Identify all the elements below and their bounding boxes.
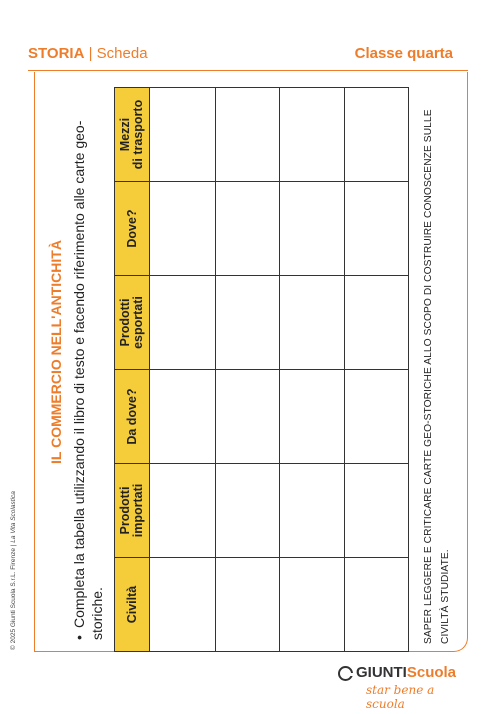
table-cell[interactable] (216, 182, 280, 275)
table-cell[interactable] (151, 558, 215, 651)
table-cell[interactable] (345, 370, 409, 463)
section-label: Scheda (96, 45, 148, 62)
table-cell[interactable] (151, 464, 215, 557)
instruction (70, 80, 106, 640)
giunti-logo (338, 664, 468, 711)
header-subject (28, 45, 148, 62)
g-logo-icon (338, 666, 353, 681)
table-header-label: Prodotti esportati (118, 296, 145, 349)
table-cell[interactable] (280, 276, 344, 369)
header-separator: | (88, 45, 93, 62)
table-header-cell (114, 87, 150, 182)
table-cell[interactable] (280, 88, 344, 181)
table-header-cell (114, 463, 150, 558)
table-header-cell (114, 369, 150, 464)
table-cell[interactable] (216, 370, 280, 463)
table-cell[interactable] (345, 558, 409, 651)
table-cell[interactable] (345, 88, 409, 181)
table-cell[interactable] (216, 558, 280, 651)
bullet-icon: • (71, 635, 87, 640)
subject-label: STORIA (28, 45, 85, 62)
worksheet-rotated (34, 72, 468, 652)
table-header-label: Mezzi di trasporto (118, 99, 145, 170)
table-cell[interactable] (280, 558, 344, 651)
magazine-name: La Vita Scolastica (10, 491, 17, 543)
table-cell[interactable] (280, 182, 344, 275)
table-header-label: Prodotti importati (118, 483, 145, 538)
table-header-cell (114, 275, 150, 370)
table-header-label: Civiltà (124, 585, 139, 624)
table-header-label: Da dove? (124, 388, 139, 445)
table-cell[interactable] (151, 182, 215, 275)
table-cell[interactable] (216, 88, 280, 181)
table-cell[interactable] (151, 370, 215, 463)
worksheet-title: IL COMMERCIO NELL'ANTICHITÀ (48, 240, 64, 464)
copyright-text: © 2025 Giunti Scuola S.r.L. Firenze | (10, 544, 17, 650)
logo-brand: GIUNTI (356, 664, 407, 681)
table-cell[interactable] (345, 276, 409, 369)
table-cell[interactable] (345, 464, 409, 557)
table-header-cell (114, 181, 150, 276)
table-header-cell (114, 557, 150, 652)
table-cell[interactable] (216, 464, 280, 557)
table-header-label: Dove? (124, 209, 139, 248)
table-cell[interactable] (280, 370, 344, 463)
data-table (114, 88, 408, 652)
copyright-notice (10, 350, 20, 650)
table-cell[interactable] (151, 276, 215, 369)
table-cell[interactable] (280, 464, 344, 557)
table-cell[interactable] (345, 182, 409, 275)
logo-wordmark (356, 664, 456, 681)
instruction-text: Completa la tabella utilizzando il libro di testo e facendo riferimento alle carte geo-storiche. (71, 120, 105, 640)
logo-brand-suffix: Scuola (406, 664, 457, 681)
table-cell[interactable] (151, 88, 215, 181)
grade-label: Classe quarta (354, 45, 453, 62)
page-header (0, 0, 500, 70)
header-rule (28, 70, 468, 71)
table-row-rule (408, 87, 409, 652)
learning-objective: SAPER LEGGERE E CRITICARE CARTE GEO-STORICHE ALLO SCOPO DI COSTRUIRE CONOSCENZE SULLE CIVILTÀ STUDIATE. (423, 109, 451, 644)
table-cell[interactable] (216, 276, 280, 369)
logo-tagline: star bene a scuola (366, 683, 435, 711)
